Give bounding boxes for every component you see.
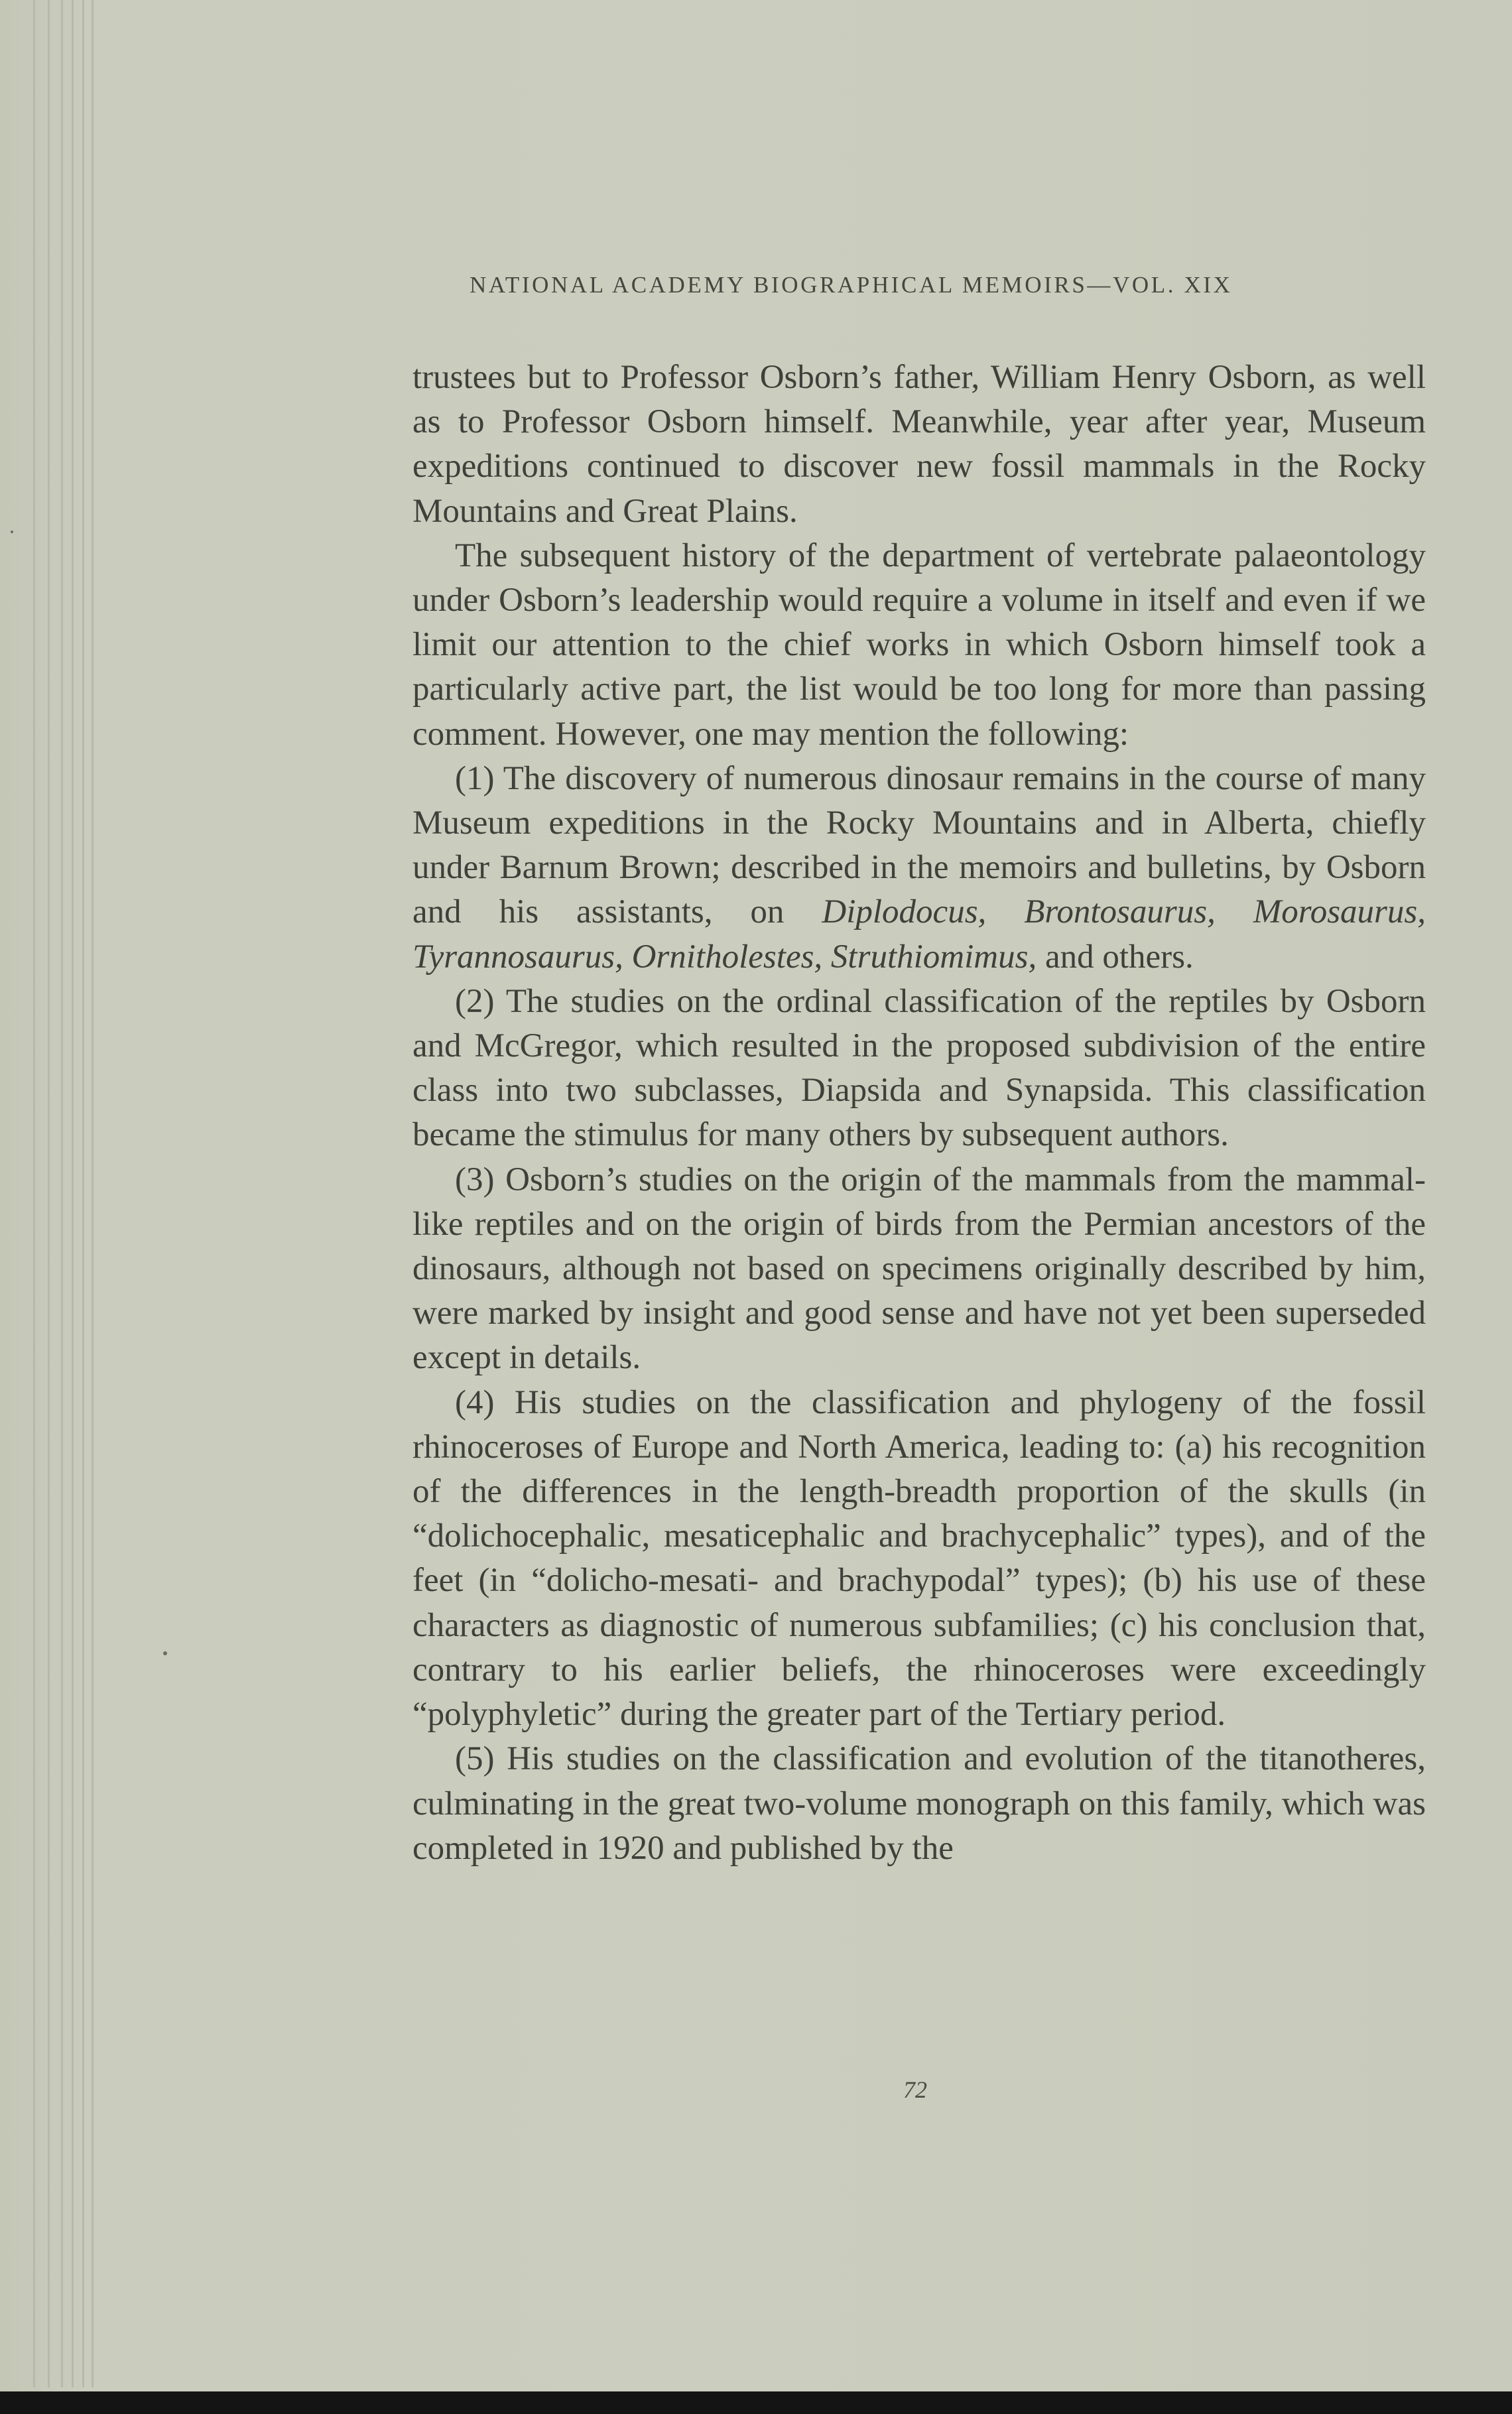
running-head: NATIONAL ACADEMY BIOGRAPHICAL MEMOIRS—VOL. XIX — [470, 272, 1233, 298]
paragraph-item-4: (4) His studies on the classification and phylogeny of the fossil rhinoceroses of Europe and North America, leading to: (a) his recognition of the differences in the length-breadth proportion of the skulls (in “dolichocephalic, mesaticephalic and brachycephalic” types), and of the feet (in “dolicho-mesati- and brachypodal” types); (b) his use of these characters as diagnostic of numerous subfamilies; (c) his conclusion that, contrary to his earlier beliefs, the rhinoceroses were exceedingly “polyphyletic” during the greater part of the Tertiary period. — [412, 1383, 1426, 1734]
scan-bottom-border — [0, 2391, 1512, 2414]
page-edge-4 — [72, 0, 74, 2387]
item-1-text: (1) The discovery of numerous dinosaur remains in the course of many Museum expeditions in the Rocky Mountains and in Alberta, chiefly under Barnum Brown; described in the memoirs and bulletins, by Osborn and his assistants, on — [412, 759, 1426, 931]
page-edge-3 — [61, 0, 63, 2387]
page-number: 72 — [903, 2076, 927, 2103]
paragraph-subsequent-history: The subsequent history of the department of vertebrate palaeontology under Osborn’s leadership would require a volume in itself and even if we limit our attention to the chief works in which Osborn himself took a particularly active part, the list would be too long for more than passing comment. However, one may mention the following: — [412, 537, 1426, 753]
body-text — [412, 355, 1426, 1871]
page-edge-1 — [33, 0, 35, 2387]
speck-mark — [11, 531, 13, 533]
page-edge-6 — [92, 0, 94, 2387]
item-1-genera: Diplodocus, Brontosaurus, Morosaurus, Tyrannosaurus, Ornitholestes, Struthiomimus, — [412, 893, 1426, 976]
page-edge-2 — [48, 0, 50, 2387]
paragraph-item-1 — [412, 757, 1426, 980]
speck-mark — [163, 1651, 167, 1655]
paragraph-continuation: trustees but to Professor Osborn’s father, William Henry Osborn, as well as to Professor Osborn himself. Meanwhile, year after year, Museum expeditions continued to discover new fossil mammals in the Rocky Mountains and Great Plains. — [412, 359, 1426, 530]
paragraph-item-3: (3) Osborn’s studies on the origin of the mammals from the mammal-like reptiles and on the origin of birds from the Permian ancestors of the dinosaurs, although not based on specimens originally described by him, were marked by insight and good sense and have not yet been superseded except in details. — [412, 1161, 1426, 1377]
paragraph-item-5: (5) His studies on the classification and evolution of the titanotheres, culminating in the great two-volume monograph on this family, which was completed in 1920 and published by the — [412, 1740, 1426, 1867]
page-edge-5 — [82, 0, 84, 2387]
item-1-tail: and others. — [1044, 938, 1194, 976]
paragraph-item-2: (2) The studies on the ordinal classification of the reptiles by Osborn and McGregor, which resulted in the proposed subdivision of the entire class into two subclasses, Diapsida and Synapsida. This classification became the stimulus for many others by subsequent authors. — [412, 982, 1426, 1154]
